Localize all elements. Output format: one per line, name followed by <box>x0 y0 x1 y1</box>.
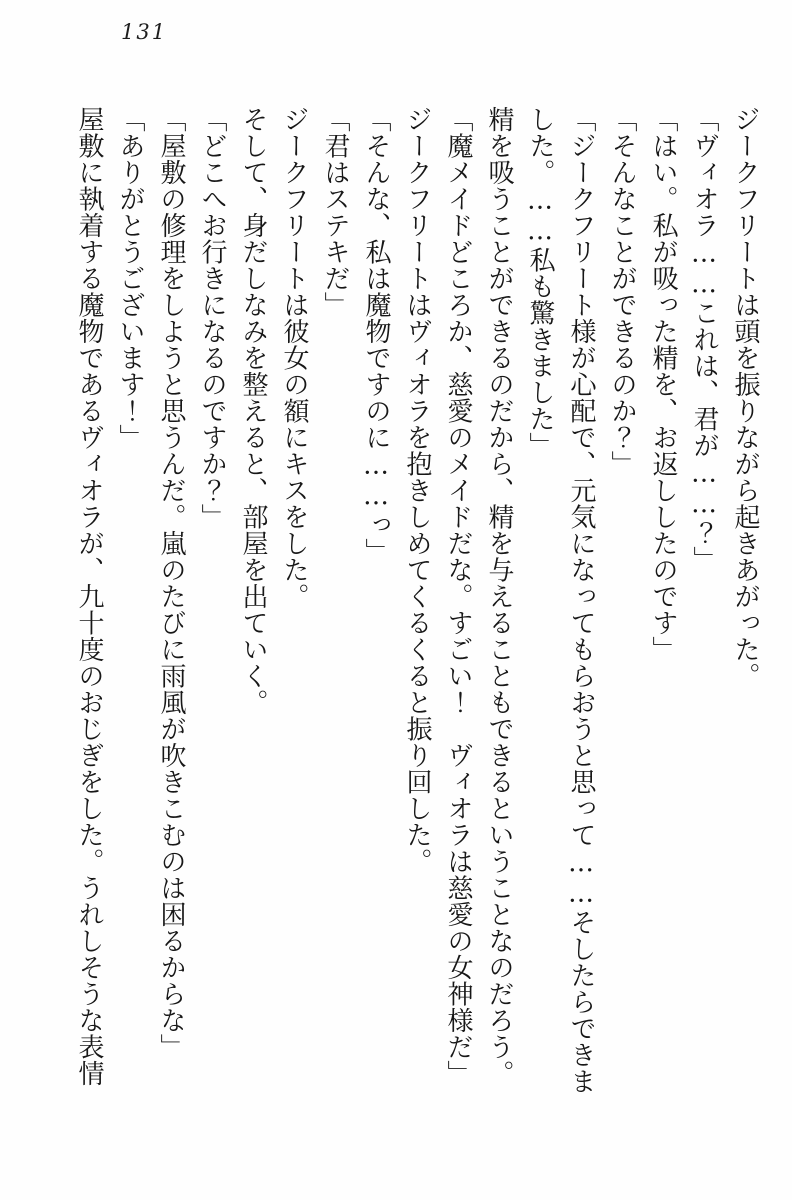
paragraph-narration-5: そして、身だしなみを整えると、部屋を出ていく。 <box>238 106 268 716</box>
paragraph-dialogue-4: 「ジークフリート様が心配で、元気になってもらおうと思って……そしたらできました。……私も驚きました」 <box>525 106 596 1095</box>
paragraph-narration-4: ジークフリートは彼女の額にキスをした。 <box>279 106 309 610</box>
paragraph-dialogue-1: 「ヴィオラ……これは、君が……？」 <box>689 106 719 573</box>
paragraph-narration-3: ジークフリートはヴィオラを抱きしめてくるくると振り回した。 <box>402 106 432 875</box>
paragraph-dialogue-7: 「君はステキだ」 <box>320 106 350 318</box>
paragraph-dialogue-5: 「魔メイドどころか、慈愛のメイドだな。すごい！ ヴィオラは慈愛の女神様だ」 <box>443 106 473 1087</box>
page-number: 131 <box>121 20 168 44</box>
paragraph-dialogue-8: 「どこへお行きになるのですか？」 <box>197 106 227 530</box>
paragraph-dialogue-9: 「屋敷の修理をしようと思うんだ。嵐のたびに雨風が吹きこむのは困るからな」 <box>156 106 186 1060</box>
paragraph-narration-6: 屋敷に執着する魔物であるヴィオラが、九十度のおじぎをした。うれしそうな表情 <box>74 106 104 1087</box>
paragraph-dialogue-2: 「はい。私が吸った精を、お返ししたのです」 <box>648 106 678 663</box>
text-block <box>68 106 765 1106</box>
paragraph-dialogue-10: 「ありがとうございます！」 <box>115 106 145 451</box>
paragraph-dialogue-6: 「そんな、私は魔物ですのに……っ」 <box>361 106 391 565</box>
paragraph-narration-1: ジークフリートは頭を振りながら起きあがった。 <box>730 106 760 689</box>
paragraph-narration-2: 精を吸うことができるのだから、精を与えることもできるということなのだろう。 <box>484 106 514 1087</box>
paragraph-dialogue-3: 「そんなことができるのか？」 <box>607 106 637 477</box>
